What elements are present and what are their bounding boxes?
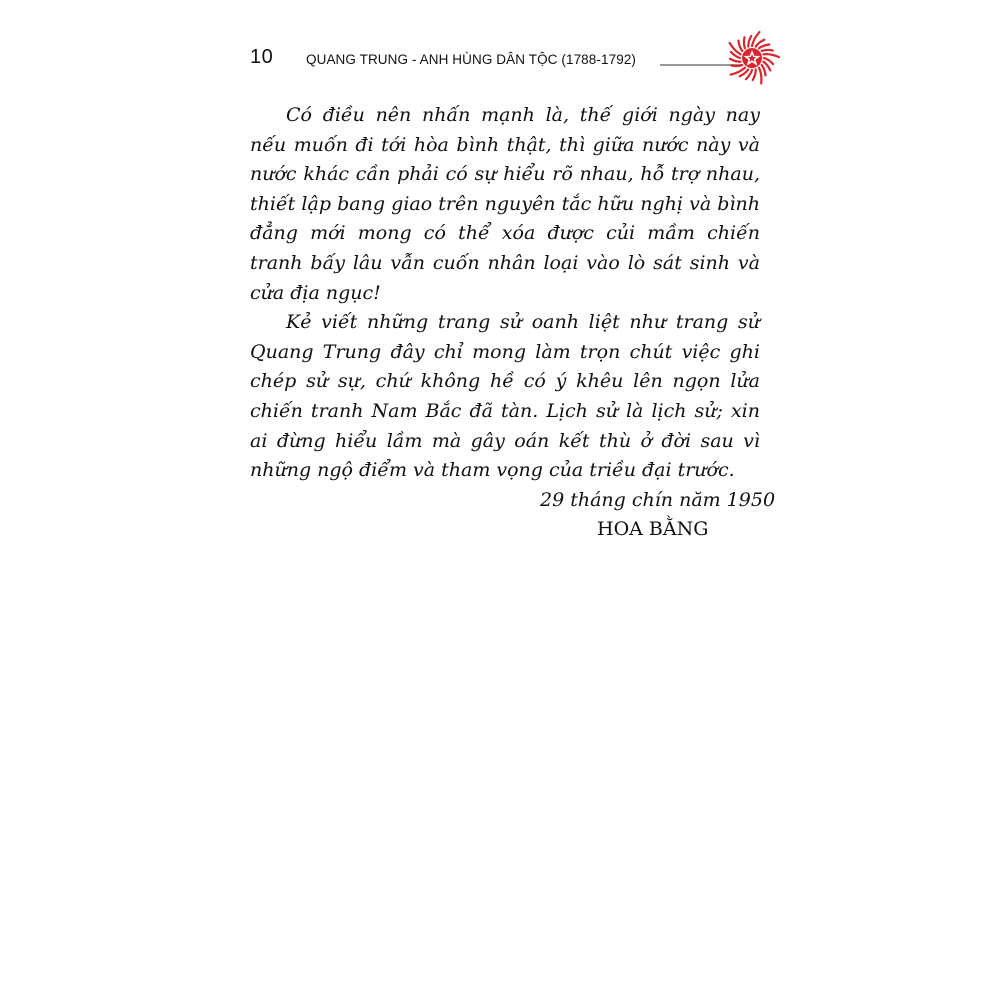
emblem-ray [759, 44, 769, 48]
author-name: HOA BẰNG [597, 518, 709, 540]
emblem-ray [730, 59, 741, 62]
emblem-ray [738, 41, 742, 51]
paragraph: Kẻ viết những trang sử oanh liệt như trang sử Quang Trung đây chỉ mong làm trọn chút việc ghi chép sử sự, chứ không hề có ý khêu lên ngọn lửa chiến tranh Nam Bắc đã tàn. Lịch sử là lịch sử; xin ai đừng hiểu lầm mà gây oán kết thù ở đời sau vì những ngộ điểm và tham vọng của triều đại trước. [250, 311, 760, 482]
page-number: 10 [250, 46, 274, 68]
paragraph: Có điều nên nhấn mạnh là, thế giới ngày nay nếu muốn đi tới hòa bình thật, thì giữa nước này và nước khác cần phải có sự hiểu rõ nhau, hỗ trợ nhau, thiết lập bang giao trên nguyên tắc hữu nghị và bình đẳng mới mong có thể xóa được củi mầm chiến tranh bấy lâu vẫn cuốn nhân loại vào lò sát sinh và cửa địa ngục! [250, 104, 760, 304]
red-star-emblem-icon [722, 30, 782, 86]
emblem-ray [762, 65, 766, 75]
emblem-ray [731, 65, 742, 66]
signature-block [500, 486, 810, 544]
emblem-ray [762, 50, 773, 51]
emblem-ray [748, 36, 751, 47]
emblem-ray [753, 69, 756, 80]
running-header-title: QUANG TRUNG - ANH HÙNG DÂN TỘC (1788-1792) [306, 52, 637, 67]
body-text [250, 101, 760, 486]
emblem-ray [744, 37, 745, 48]
emblem-ray [759, 68, 761, 84]
signature-date: 29 tháng chín năm 1950 [540, 489, 776, 511]
emblem-ray [763, 54, 779, 57]
